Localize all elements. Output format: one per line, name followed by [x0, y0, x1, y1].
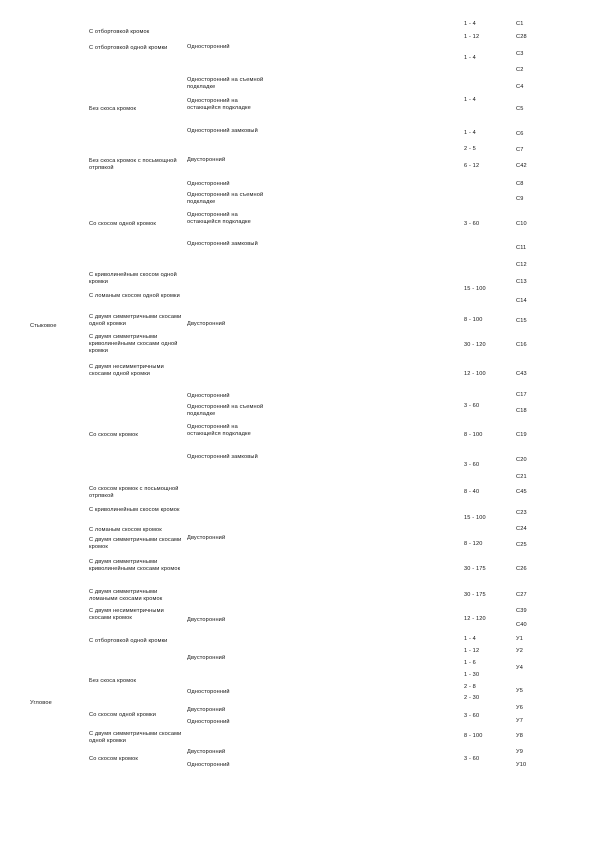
joint-designation: У4	[516, 665, 523, 671]
weld-type-text: Односторонний на остающейся подкладке	[187, 424, 251, 437]
edge-preparation-text: С двумя несимметричными скосами кромок	[89, 608, 164, 621]
edge-preparation-text: С криволинейным скосом кромок	[89, 507, 180, 513]
joint-designation: С3	[516, 51, 524, 57]
thickness-range: 30 - 175	[464, 592, 486, 598]
weld-type-text: Двусторонний	[187, 157, 226, 163]
thickness-range: 3 - 60	[464, 713, 480, 719]
thickness-range: 1 - 30	[464, 672, 480, 678]
joint-designation: С40	[516, 622, 527, 628]
thickness-range: 8 - 100	[464, 733, 483, 739]
edge-preparation-text: С двумя симметричными криволинейными скосами одной кромки	[89, 334, 178, 354]
joint-designation: С7	[516, 147, 524, 153]
joint-designation: У9	[516, 749, 523, 755]
edge-preparation-text: Со скосом кромок	[89, 432, 138, 438]
edge-preparation-text: С двумя симметричными криволинейными скосами кромок	[89, 559, 181, 572]
thickness-range: 2 - 5	[464, 146, 476, 152]
edge-preparation-text: Без скоса кромок с посьмощной отрпвкой	[89, 158, 177, 171]
joint-designation: У1	[516, 636, 523, 642]
thickness-range: 1 - 12	[464, 34, 480, 40]
joint-designation: С45	[516, 489, 527, 495]
weld-type-text: Односторонний на съемной подкладке	[187, 77, 264, 90]
thickness-range: 1 - 4	[464, 636, 476, 642]
thickness-range: 2 - 8	[464, 684, 476, 690]
edge-preparation-text: Со скосом кромок с посьмощной отрпвкой	[89, 486, 179, 499]
joint-designation: С19	[516, 432, 527, 438]
edge-preparation-text: С двумя несимметричными скосами одной кромки	[89, 364, 164, 377]
thickness-range: 8 - 100	[464, 432, 483, 438]
weld-type-text: Односторонний на съемной подкладке	[187, 192, 264, 205]
thickness-range: 3 - 60	[464, 462, 480, 468]
joint-designation: С24	[516, 526, 527, 532]
joint-designation: С9	[516, 196, 524, 202]
edge-preparation-text: С двумя симметричными скосами кромок	[89, 537, 182, 550]
thickness-range: 3 - 60	[464, 756, 480, 762]
edge-preparation-text: С двумя симметричными ломаными скосами кромок	[89, 589, 163, 602]
weld-type-text: Односторонний	[187, 719, 230, 725]
thickness-range: 8 - 120	[464, 541, 483, 547]
weld-type-text: Двусторонний	[187, 321, 226, 327]
joint-designation: С21	[516, 474, 527, 480]
thickness-range: 8 - 40	[464, 489, 480, 495]
thickness-range: 8 - 100	[464, 317, 483, 323]
joint-designation: С16	[516, 342, 527, 348]
weld-type-text: Односторонний	[187, 689, 230, 695]
joint-designation: С14	[516, 298, 527, 304]
thickness-range: 30 - 175	[464, 566, 486, 572]
weld-type-text: Односторонний замковый	[187, 241, 258, 247]
thickness-range: 1 - 6	[464, 660, 476, 666]
thickness-range: 30 - 120	[464, 342, 486, 348]
joint-designation: С17	[516, 392, 527, 398]
weld-type-text: Односторонний	[187, 393, 230, 399]
joint-group-label: Угловое	[30, 700, 52, 706]
joint-designation: С8	[516, 181, 524, 187]
thickness-range: 15 - 100	[464, 515, 486, 521]
weld-type-text: Двусторонний	[187, 535, 226, 541]
thickness-range: 12 - 100	[464, 371, 486, 377]
weld-type-text: Односторонний на остающейся подкладке	[187, 98, 251, 111]
thickness-range: 1 - 4	[464, 97, 476, 103]
thickness-range: 15 - 100	[464, 286, 486, 292]
joint-designation: С43	[516, 371, 527, 377]
thickness-range: 1 - 4	[464, 55, 476, 61]
joint-designation: У2	[516, 648, 523, 654]
joint-designation: С28	[516, 34, 527, 40]
weld-type-text: Односторонний на остающейся подкладке	[187, 212, 251, 225]
weld-type-text: Двусторонний	[187, 655, 226, 661]
thickness-range: 12 - 120	[464, 616, 486, 622]
edge-preparation-text: С криволинейным скосом одной кромки	[89, 272, 177, 285]
weld-type-text: Односторонний	[187, 762, 230, 768]
joint-designation: С27	[516, 592, 527, 598]
joint-designation: У10	[516, 762, 527, 768]
thickness-range: 3 - 60	[464, 221, 480, 227]
edge-preparation-text: Со скосом одной кромок	[89, 221, 156, 227]
thickness-range: 3 - 60	[464, 403, 480, 409]
joint-designation: С23	[516, 510, 527, 516]
thickness-range: 1 - 4	[464, 130, 476, 136]
joint-designation: У7	[516, 718, 523, 724]
joint-group-label: Стыковое	[30, 323, 57, 329]
edge-preparation-text: С двумя симметричными скосами одной кромки	[89, 731, 182, 744]
joint-designation: У8	[516, 733, 523, 739]
edge-preparation-text: С отбортовкой кромок	[89, 29, 150, 35]
edge-preparation-text: С отбортовкой одной кромки	[89, 638, 168, 644]
weld-type-text: Односторонний	[187, 44, 230, 50]
joint-designation: С42	[516, 163, 527, 169]
edge-preparation-text: Со скосом одной кромки	[89, 712, 157, 718]
weld-type-text: Односторонний	[187, 181, 230, 187]
thickness-range: 2 - 30	[464, 695, 480, 701]
edge-preparation-text: С ломаным скосом одной кромки	[89, 293, 180, 299]
joint-designation: С11	[516, 245, 527, 251]
joint-designation: С26	[516, 566, 527, 572]
joint-designation: С1	[516, 21, 524, 27]
joint-designation: С18	[516, 408, 527, 414]
joint-designation: С5	[516, 106, 524, 112]
joint-designation: С4	[516, 84, 524, 90]
weld-type-text: Двусторонний	[187, 707, 226, 713]
joint-designation: У6	[516, 705, 523, 711]
joint-designation: С20	[516, 457, 527, 463]
edge-preparation-text: С двумя симметричными скосами одной кромки	[89, 314, 182, 327]
weld-type-text: Двусторонний	[187, 749, 226, 755]
thickness-range: 6 - 12	[464, 163, 480, 169]
weld-type-text: Односторонний на съемной подкладке	[187, 404, 264, 417]
joint-designation: С39	[516, 608, 527, 614]
thickness-range: 1 - 4	[464, 21, 476, 27]
joint-designation: С12	[516, 262, 527, 268]
joint-designation: С13	[516, 279, 527, 285]
weld-type-text: Двусторонний	[187, 617, 226, 623]
edge-preparation-text: Без скоса кромок	[89, 106, 137, 112]
thickness-range: 1 - 12	[464, 648, 480, 654]
joint-designation: С10	[516, 221, 527, 227]
joint-designation: С25	[516, 542, 527, 548]
weld-type-text: Односторонний замковый	[187, 454, 258, 460]
joint-designation: С2	[516, 67, 524, 73]
joint-designation: С6	[516, 131, 524, 137]
edge-preparation-text: Со скосом кромок	[89, 756, 138, 762]
joint-designation: У5	[516, 688, 523, 694]
joint-designation: С15	[516, 318, 527, 324]
edge-preparation-text: Без скоса кромок	[89, 678, 137, 684]
weld-type-text: Односторонний замковый	[187, 128, 258, 134]
edge-preparation-text: С ломаным скосом кромок	[89, 527, 162, 533]
edge-preparation-text: С отбортовкой одной кромки	[89, 45, 168, 51]
